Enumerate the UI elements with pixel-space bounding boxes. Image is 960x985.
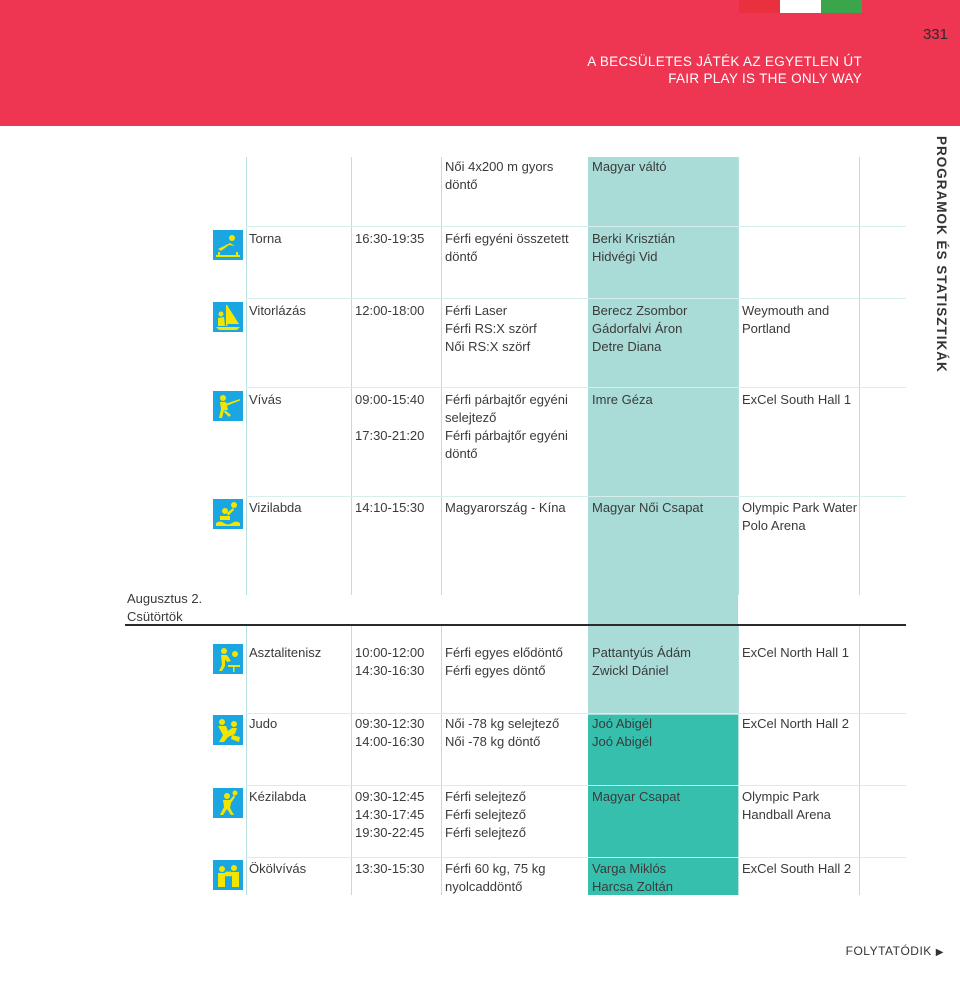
venue-line: ExCel North Hall 2 [742, 716, 849, 731]
grid-line-v [441, 626, 442, 895]
venue-line: ExCel South Hall 2 [742, 861, 852, 876]
sport-name: Judo [249, 716, 278, 731]
grid-line-v [246, 626, 247, 895]
venue-cell [742, 499, 862, 535]
venue-line: Olympic Park Water [742, 500, 858, 515]
team-cell [592, 499, 732, 517]
venue-line: ExCel North Hall 1 [742, 645, 849, 660]
event-line: Magyarország - Kína [445, 500, 566, 515]
event-line: döntő [445, 446, 478, 461]
grid-line-h [246, 785, 906, 786]
event-cell [445, 788, 585, 842]
sailing-icon [213, 302, 243, 332]
team-line: Varga Miklós [592, 861, 667, 876]
team-line: Joó Abigél [592, 716, 652, 731]
venue-cell [742, 715, 862, 733]
time-cell [355, 230, 424, 248]
time-line: 16:30-19:35 [355, 231, 425, 246]
event-line: Férfi párbajtőr egyéni [445, 392, 568, 407]
sport-name: Vitorlázás [249, 303, 306, 318]
time-line: 09:00-15:40 [355, 392, 425, 407]
event-line: Férfi RS:X szörf [445, 321, 537, 336]
fencing-icon [213, 391, 243, 421]
flag-stripe-white [780, 0, 821, 13]
time-line: 09:30-12:30 [355, 716, 425, 731]
continue-link[interactable] [846, 944, 944, 958]
date-label-date: Augusztus 2. [127, 591, 203, 606]
team-line: Pattantyús Ádám [592, 645, 691, 660]
venue-cell [742, 391, 862, 409]
grid-line-v [351, 157, 352, 595]
grid-line-h [246, 298, 906, 299]
continue-label: FOLYTATÓDIK [845, 944, 932, 958]
team-cell [592, 788, 732, 806]
sport-name: Ökölvívás [249, 861, 307, 876]
grid-line-h [246, 387, 906, 388]
sport-name: Vívás [249, 392, 282, 407]
judo-icon [213, 715, 243, 745]
motto-english: FAIR PLAY IS THE ONLY WAY [668, 71, 862, 86]
event-line: Férfi párbajtőr egyéni [445, 428, 568, 443]
grid-line-v [738, 157, 739, 595]
team-cell [592, 860, 732, 896]
sport-name: Torna [249, 231, 282, 246]
grid-line-h [246, 496, 906, 497]
date-label-weekday: Csütörtök [127, 609, 183, 624]
event-line: nyolcaddöntő [445, 879, 523, 894]
event-cell [445, 302, 585, 356]
venue-line: Portland [742, 321, 791, 336]
team-line: Joó Abigél [592, 734, 652, 749]
team-line: Magyar Csapat [592, 789, 681, 804]
event-line: Férfi selejtező [445, 825, 526, 840]
venue-line: ExCel South Hall 1 [742, 392, 852, 407]
venue-line: Olympic Park [742, 789, 820, 804]
grid-line-v [246, 157, 247, 595]
section-side-label: PROGRAMOK ÉS STATISZTIKÁK [934, 136, 949, 373]
team-line: Detre Diana [592, 339, 662, 354]
venue-cell [742, 644, 862, 662]
flag-stripe-green [821, 0, 862, 13]
time-line: 13:30-15:30 [355, 861, 425, 876]
grid-line-v [351, 626, 352, 895]
motto-hungarian: A BECSÜLETES JÁTÉK AZ EGYETLEN ÚT [587, 54, 862, 69]
team-cell [592, 715, 732, 751]
team-line: Magyar váltó [592, 159, 667, 174]
event-line: Női -78 kg selejtező [445, 716, 560, 731]
time-cell [355, 499, 424, 517]
team-cell [592, 230, 732, 266]
time-cell [355, 715, 424, 751]
water-polo-icon [213, 499, 243, 529]
grid-line-v [441, 157, 442, 595]
event-cell [445, 644, 585, 680]
time-line [355, 409, 424, 427]
time-cell [355, 302, 424, 320]
event-line: Férfi 60 kg, 75 kg [445, 861, 546, 876]
event-line: selejtező [445, 410, 497, 425]
time-line: 14:10-15:30 [355, 500, 425, 515]
event-cell [445, 158, 585, 194]
grid-line-h [246, 226, 906, 227]
team-line: Berecz Zsombor [592, 303, 688, 318]
event-line: Férfi egyes elődöntő [445, 645, 563, 660]
date-label [127, 590, 202, 626]
time-line: 09:30-12:45 [355, 789, 425, 804]
hungarian-flag [739, 0, 862, 13]
handball-icon [213, 788, 243, 818]
team-line: Gádorfalvi Áron [592, 321, 683, 336]
table-tennis-icon [213, 644, 243, 674]
event-cell [445, 391, 585, 463]
sport-name: Vizilabda [249, 500, 302, 515]
event-line: Női 4x200 m gyors [445, 159, 554, 174]
event-line: döntő [445, 177, 478, 192]
time-cell [355, 860, 424, 878]
time-line: 14:30-16:30 [355, 663, 425, 678]
time-cell [355, 644, 424, 680]
time-line: 17:30-21:20 [355, 428, 425, 443]
boxing-icon [213, 860, 243, 890]
time-line: 14:00-16:30 [355, 734, 425, 749]
event-line: Férfi egyéni összetett [445, 231, 569, 246]
grid-line-v [738, 626, 739, 895]
team-cell [592, 391, 732, 409]
triangle-right-icon: ▶ [935, 947, 944, 958]
event-line: Férfi selejtező [445, 789, 526, 804]
grid-line-h [246, 713, 906, 714]
event-cell [445, 499, 585, 517]
team-cell [592, 158, 732, 176]
sport-name: Asztalitenisz [249, 645, 322, 660]
event-cell [445, 860, 585, 896]
event-line: döntő [445, 249, 478, 264]
time-cell [355, 788, 424, 842]
time-line: 14:30-17:45 [355, 807, 425, 822]
time-line: 19:30-22:45 [355, 825, 425, 840]
event-line: Férfi Laser [445, 303, 508, 318]
team-line: Imre Géza [592, 392, 653, 407]
flag-stripe-red [739, 0, 780, 13]
event-line: Férfi selejtező [445, 807, 526, 822]
venue-cell [742, 860, 862, 878]
venue-line: Polo Arena [742, 518, 806, 533]
event-line: Női RS:X szörf [445, 339, 531, 354]
venue-cell [742, 788, 862, 824]
venue-cell [742, 302, 862, 338]
grid-line-h [246, 857, 906, 858]
venue-line: Handball Arena [742, 807, 831, 822]
team-cell [592, 644, 732, 680]
header-band [0, 0, 960, 126]
time-line: 12:00-18:00 [355, 303, 425, 318]
event-cell [445, 715, 585, 751]
sport-name: Kézilabda [249, 789, 307, 804]
event-cell [445, 230, 585, 266]
grid-line-v [859, 626, 860, 895]
team-line: Hidvégi Vid [592, 249, 658, 264]
team-line: Zwickl Dániel [592, 663, 669, 678]
date-divider [125, 624, 906, 626]
venue-line: Weymouth and [742, 303, 830, 318]
event-line: Női -78 kg döntő [445, 734, 541, 749]
event-line: Férfi egyes döntő [445, 663, 546, 678]
team-line: Harcsa Zoltán [592, 879, 673, 894]
gymnastics-icon [213, 230, 243, 260]
team-cell [592, 302, 732, 356]
page-number: 331 [922, 26, 948, 43]
team-line: Berki Krisztián [592, 231, 676, 246]
time-line: 10:00-12:00 [355, 645, 425, 660]
team-line: Magyar Női Csapat [592, 500, 704, 515]
time-cell [355, 391, 424, 445]
